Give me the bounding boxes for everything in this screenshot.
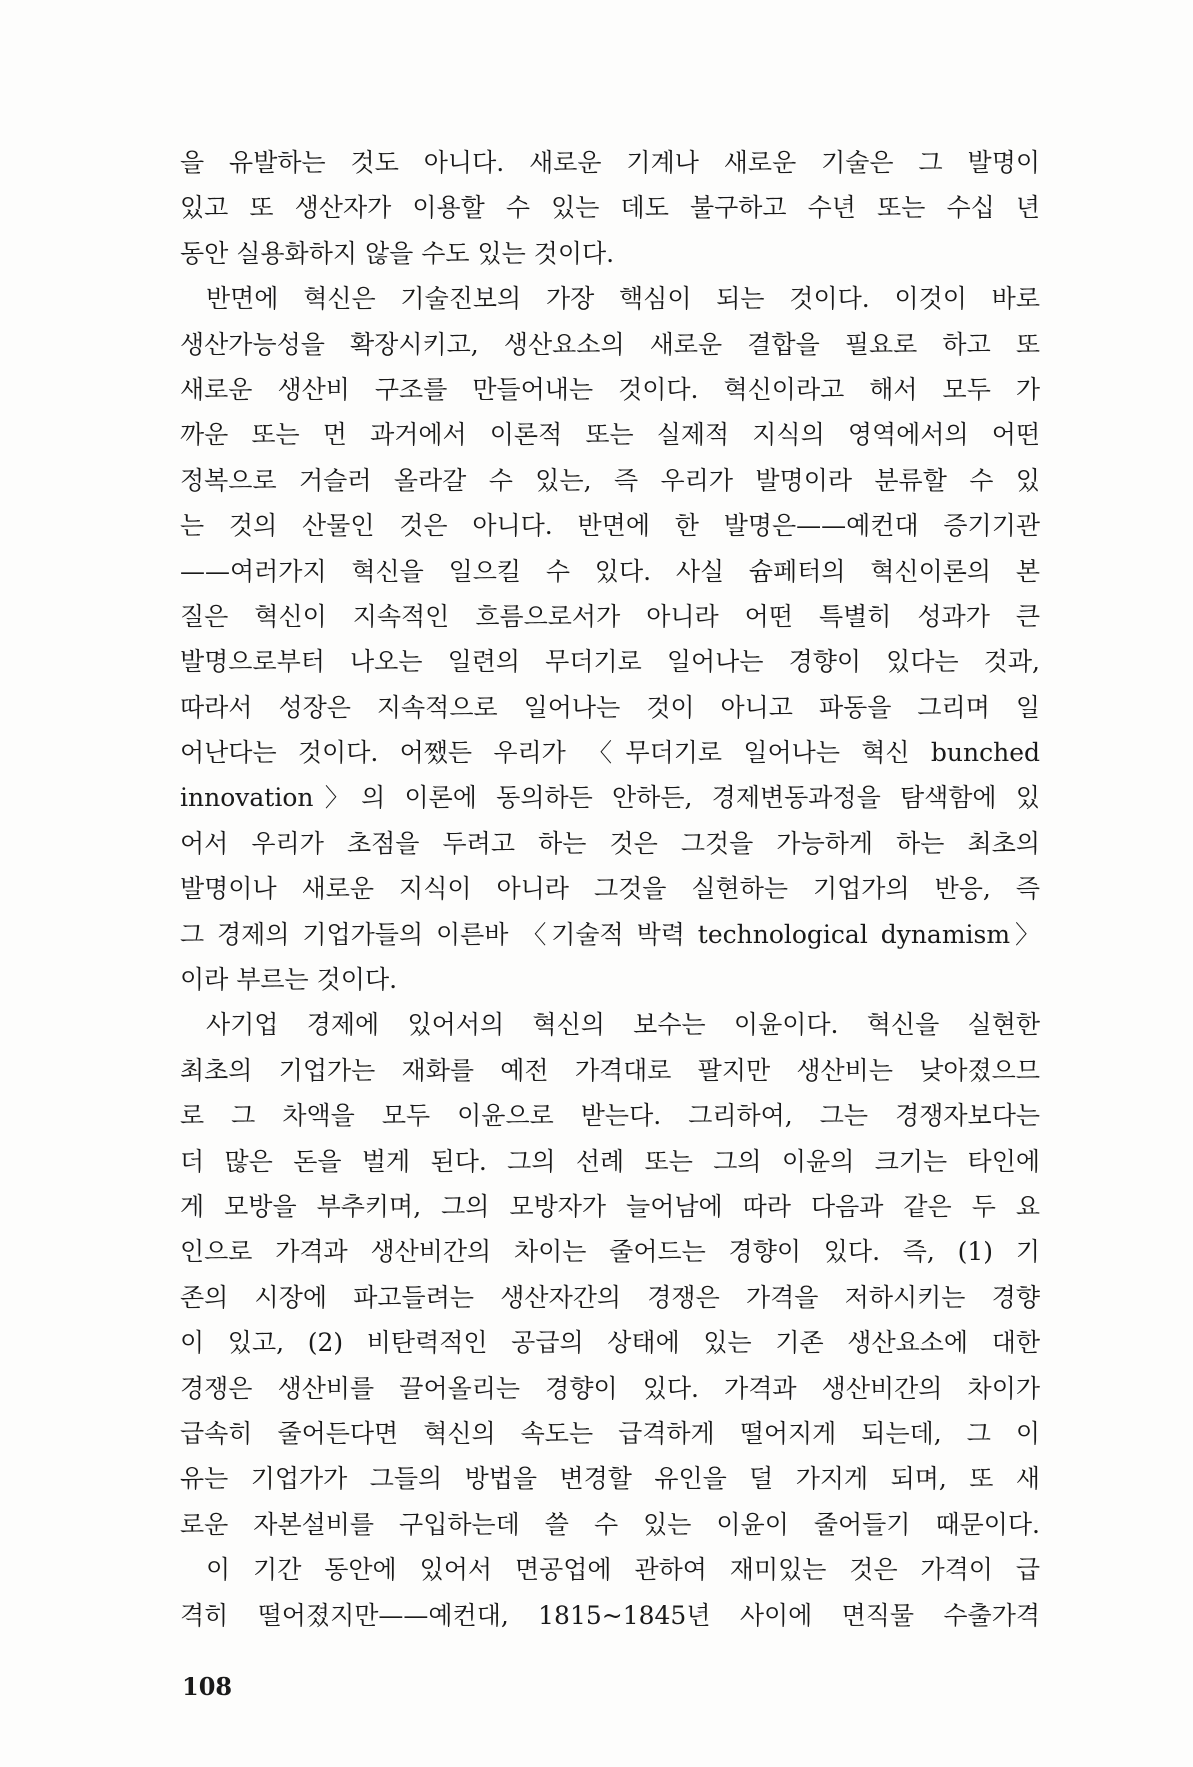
text-line: 격히 떨어졌지만——예컨대, 1815~1845년 사이에 면직물 수출가격 [180, 1600, 1040, 1630]
text-line: 을 유발하는 것도 아니다. 새로운 기계나 새로운 기술은 그 발명이 [180, 148, 1040, 177]
body-text [180, 140, 1040, 1638]
text-line: 어난다는 것이다. 어쨌든 우리가 〈무더기로 일어나는 혁신 bunched [180, 738, 1040, 768]
text-line: 정복으로 거슬러 올라갈 수 있는, 즉 우리가 발명이라 분류할 수 있 [180, 465, 1040, 495]
text-line: 따라서 성장은 지속적으로 일어나는 것이 아니고 파동을 그리며 일 [180, 692, 1040, 722]
text-line: 어서 우리가 초점을 두려고 하는 것은 그것을 가능하게 하는 최초의 [180, 828, 1040, 858]
text-line: 이라 부르는 것이다. [180, 965, 398, 995]
text-line: 로 그 차액을 모두 이윤으로 받는다. 그리하여, 그는 경쟁자보다는 [180, 1101, 1040, 1131]
text-line: 사기업 경제에 있어서의 혁신의 보수는 이윤이다. 혁신을 실현한 [206, 1010, 1040, 1040]
text-line: 급속히 줄어든다면 혁신의 속도는 급격하게 떨어지게 되는데, 그 이 [180, 1418, 1040, 1448]
text-line: 질은 혁신이 지속적인 흐름으로서가 아니라 어떤 특별히 성과가 큰 [180, 601, 1040, 631]
text-line: 존의 시장에 파고들려는 생산자간의 경쟁은 가격을 저하시키는 경향 [180, 1282, 1040, 1312]
text-line: innovation〉의 이론에 동의하든 안하든, 경제변동과정을 탐색함에 있 [180, 783, 1040, 813]
text-line: 있고 또 생산자가 이용할 수 있는 데도 불구하고 수년 또는 수십 년 [180, 193, 1040, 223]
text-line: 로운 자본설비를 구입하는데 쓸 수 있는 이윤이 줄어들기 때문이다. [180, 1509, 1040, 1539]
text-line: 이 있고, (2) 비탄력적인 공급의 상태에 있는 기존 생산요소에 대한 [180, 1328, 1040, 1358]
text-line: 생산가능성을 확장시키고, 생산요소의 새로운 결합을 필요로 하고 또 [180, 329, 1040, 359]
text-line: 발명으로부터 나오는 일련의 무더기로 일어나는 경향이 있다는 것과, [180, 647, 1040, 677]
text-line: 동안 실용화하지 않을 수도 있는 것이다. [180, 238, 615, 268]
text-line: 더 많은 돈을 벌게 된다. 그의 선례 또는 그의 이윤의 크기는 타인에 [180, 1146, 1040, 1176]
text-line: 인으로 가격과 생산비간의 차이는 줄어드는 경향이 있다. 즉, (1) 기 [180, 1237, 1040, 1267]
text-line: 그 경제의 기업가들의 이른바 〈기술적 박력 technological dynamism〉 [180, 919, 1040, 949]
text-line: 경쟁은 생산비를 끌어올리는 경향이 있다. 가격과 생산비간의 차이가 [180, 1373, 1040, 1403]
text-line: 까운 또는 먼 과거에서 이론적 또는 실제적 지식의 영역에서의 어떤 [180, 420, 1040, 450]
text-line: 유는 기업가가 그들의 방법을 변경할 유인을 덜 가지게 되며, 또 새 [180, 1464, 1040, 1494]
text-line: 반면에 혁신은 기술진보의 가장 핵심이 되는 것이다. 이것이 바로 [206, 284, 1040, 314]
text-line: 발명이나 새로운 지식이 아니라 그것을 실현하는 기업가의 반응, 즉 [180, 874, 1040, 904]
text-line: 최초의 기업가는 재화를 예전 가격대로 팔지만 생산비는 낮아졌으므 [180, 1055, 1040, 1085]
page-number: 108 [182, 1672, 233, 1701]
text-line: 는 것의 산물인 것은 아니다. 반면에 한 발명은——예컨대 증기기관 [180, 511, 1040, 541]
text-line: 게 모방을 부추키며, 그의 모방자가 늘어남에 따라 다음과 같은 두 요 [180, 1191, 1040, 1221]
text-line: ——여러가지 혁신을 일으킬 수 있다. 사실 슘페터의 혁신이론의 본 [180, 556, 1040, 586]
text-line: 새로운 생산비 구조를 만들어내는 것이다. 혁신이라고 해서 모두 가 [180, 374, 1040, 404]
text-line: 이 기간 동안에 있어서 면공업에 관하여 재미있는 것은 가격이 급 [206, 1555, 1040, 1585]
